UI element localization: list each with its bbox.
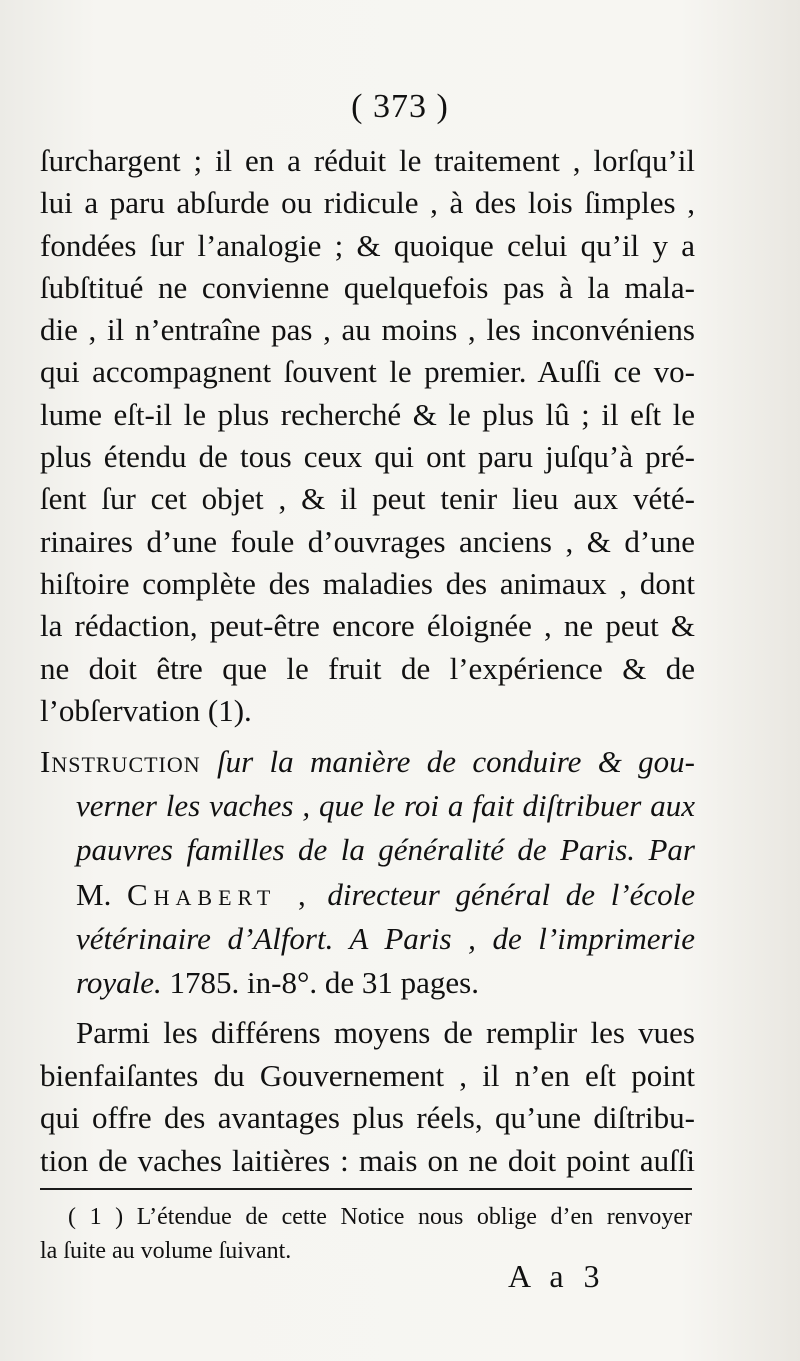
text-line: ſurchargent ; il en a réduit le traitement , lorſqu’il <box>40 143 695 178</box>
entry-line: verner les vaches , que le roi a fait diſtribuer aux <box>76 788 695 824</box>
entry-line <box>40 740 695 784</box>
text-line: la rédaction, peut-être encore éloignée , ne peut & <box>40 608 695 644</box>
footnote-line: la ſuite au volume ſuivant. <box>40 1238 292 1264</box>
paragraph-1 <box>40 140 695 732</box>
text-line: ne doit être que le fruit de l’expérience & de <box>40 650 695 686</box>
text-line: tion de vaches laitières : mais on ne doit point auſſi <box>40 1142 695 1178</box>
entry-title-text: ſur la manière de conduire & gou- <box>217 744 695 779</box>
entry-line: vétérinaire d’Alfort. A Paris , de l’imprimerie <box>76 920 695 956</box>
text-line: die , il n’entraîne pas , au moins , les inconvéniens <box>40 312 695 348</box>
bibliographic-entry <box>40 740 695 1005</box>
text-line: ſent ſur cet objet , & il peut tenir lieu aux vété- <box>40 481 695 517</box>
text-line: lume eſt-il le plus recherché & le plus lû ; il eſt le <box>40 396 695 432</box>
signature-mark: A a 3 <box>508 1258 606 1294</box>
text-line: fondées ſur l’analogie ; & quoique celui qu’il y a <box>40 227 695 263</box>
text-line: qui accompagnent ſouvent le premier. Auſſi ce vo- <box>40 354 695 390</box>
text-line: bienfaiſantes du Gouvernement , il n’en eſt point <box>40 1057 695 1093</box>
page-number: ( 373 ) <box>351 88 449 125</box>
text-line: hiſtoire complète des maladies des animaux , dont <box>40 565 695 601</box>
text-line: rinaires d’une foule d’ouvrages anciens , & d’une <box>40 523 695 559</box>
entry-author: Chabert , <box>126 876 312 912</box>
text-line: ſubſtitué ne convienne quelquefois pas à la mala- <box>40 269 695 305</box>
footnote-line: ( 1 ) L’étendue de cette Notice nous oblige d’en renvoyer <box>68 1204 692 1230</box>
paragraph-2 <box>40 1012 695 1182</box>
entry-line: royale. 1785. in-8°. de 31 pages. <box>76 964 479 1000</box>
entry-line: M. Chabert , directeur général de l’école <box>76 876 696 912</box>
text-line: l’obſervation (1). <box>40 692 252 728</box>
text-line: qui offre des avantages plus réels, qu’une diſtribu- <box>40 1100 695 1135</box>
entry-heading: Instruction <box>40 744 201 779</box>
footnote-divider <box>40 1188 692 1190</box>
text-line: lui a paru abſurde ou ridicule , à des lois ſimples , <box>40 185 695 221</box>
text-line: Parmi les différens moyens de remplir les vues <box>76 1015 695 1050</box>
text-line: plus étendu de tous ceux qui ont paru juſqu’à pré- <box>40 439 695 475</box>
entry-line: pauvres familles de la généralité de Paris. Par <box>76 832 695 868</box>
